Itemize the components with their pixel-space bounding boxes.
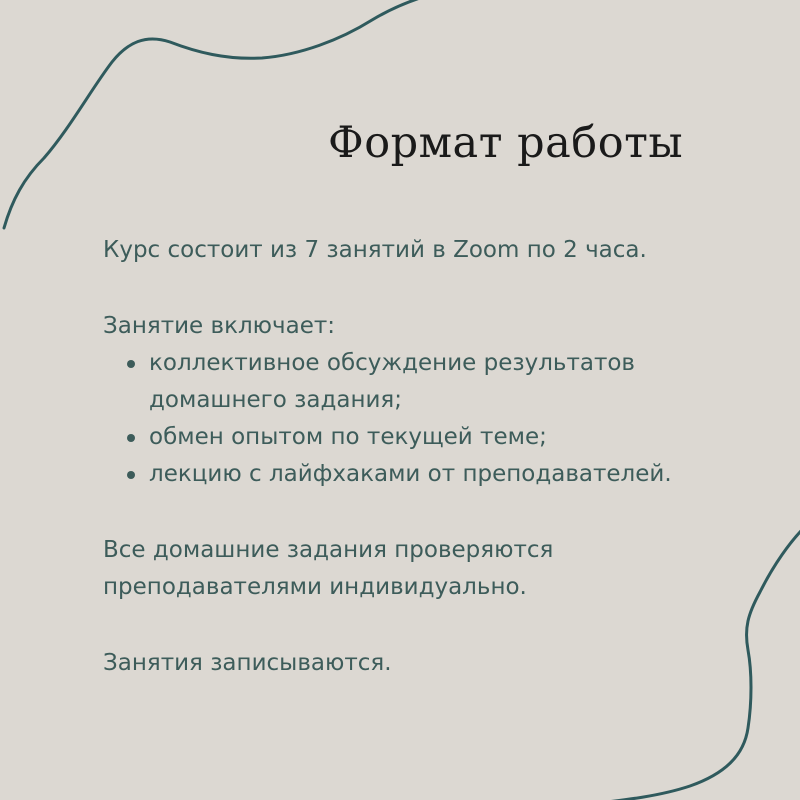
includes-heading: Занятие включает: — [103, 313, 336, 339]
list-item-text: лекцию с лайфхаками от преподавателей. — [149, 461, 672, 487]
recording-note: Занятия записываются. — [103, 650, 392, 676]
session-includes-list — [103, 345, 743, 493]
list-item — [125, 345, 743, 419]
homework-note: Все домашние задания проверяются преподавателями индивидуально. — [103, 537, 554, 600]
bullet-dot-icon — [127, 360, 135, 368]
top-left-curve-line — [4, 0, 420, 228]
bullet-dot-icon — [127, 434, 135, 442]
list-item — [125, 456, 743, 493]
list-item-text: коллективное обсуждение результатов домашнего задания; — [149, 350, 635, 413]
bullet-dot-icon — [127, 471, 135, 479]
page-title: Формат работы — [328, 118, 684, 168]
list-item-text: обмен опытом по текущей теме; — [149, 424, 547, 450]
course-intro: Курс состоит из 7 занятий в Zoom по 2 часа. — [103, 237, 647, 263]
list-item — [125, 419, 743, 456]
content-block — [103, 232, 743, 682]
